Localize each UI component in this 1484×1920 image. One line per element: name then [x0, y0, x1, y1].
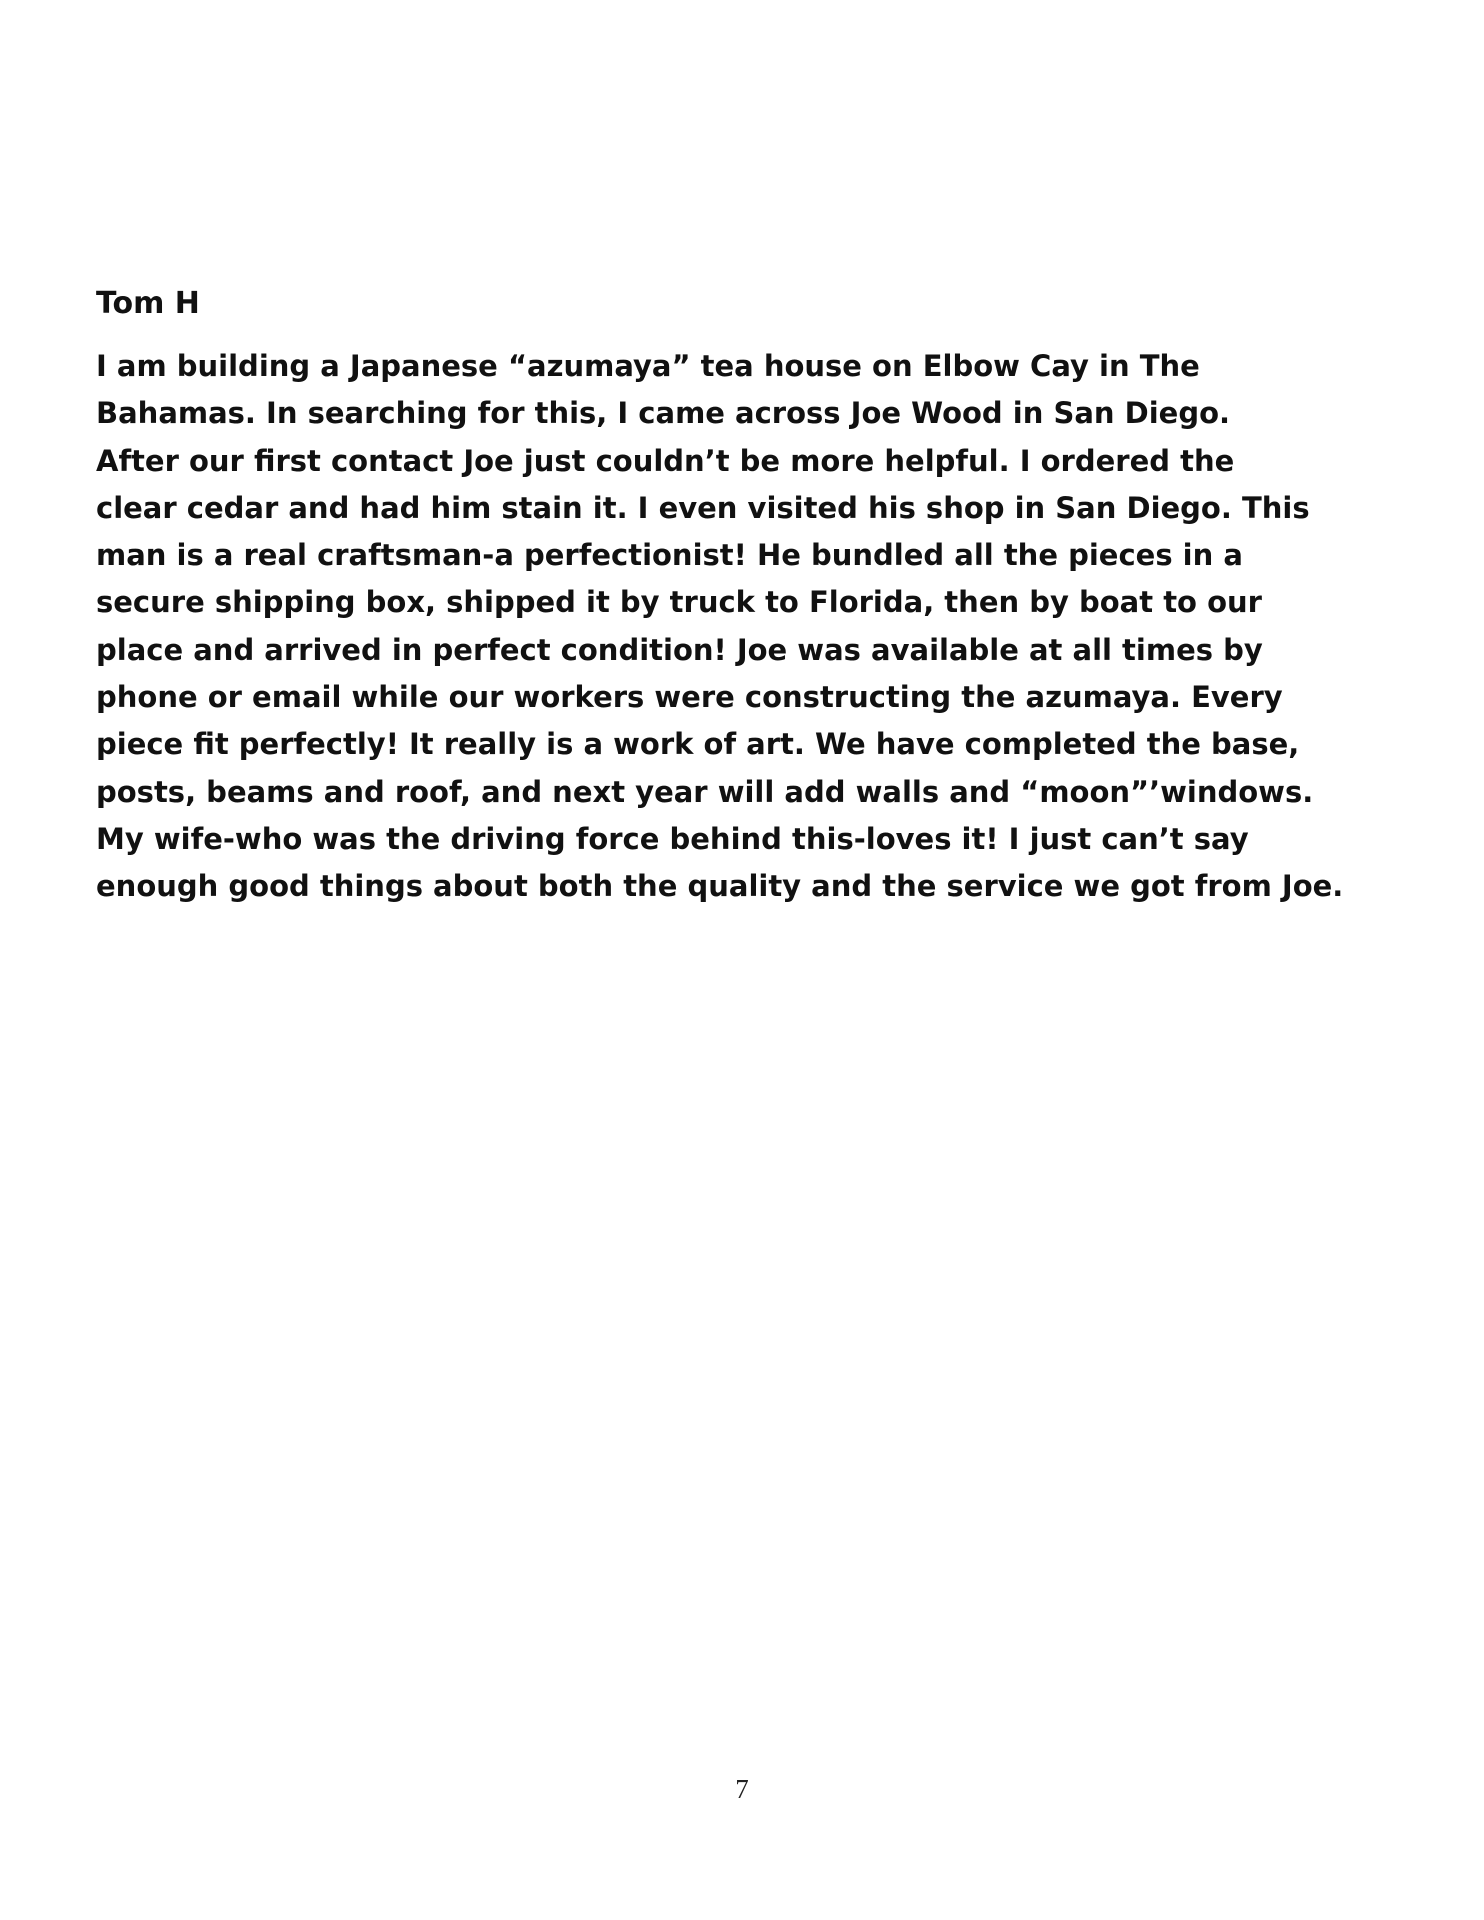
- page-number: 7: [735, 1774, 749, 1804]
- testimonial-line: enough good things about both the quality and the service we got from Joe.: [96, 869, 1344, 904]
- testimonial-line: Bahamas. In searching for this, I came across Joe Wood in San Diego.: [96, 396, 1231, 431]
- testimonial-line: clear cedar and had him stain it. I even visited his shop in San Diego. This: [96, 490, 1310, 525]
- testimonial-line: phone or email while our workers were constructing the azumaya. Every: [96, 680, 1283, 715]
- testimonial-line: piece fit perfectly! It really is a work of art. We have completed the base,: [96, 727, 1300, 762]
- testimonial-line: secure shipping box, shipped it by truck to Florida, then by boat to our: [96, 585, 1262, 620]
- testimonial-text: [96, 343, 1396, 911]
- testimonial-line: After our first contact Joe just couldn’t be more helpful. I ordered the: [96, 443, 1235, 478]
- testimonial-line: My wife-who was the driving force behind this-loves it! I just can’t say: [96, 821, 1249, 856]
- testimonial-line: I am building a Japanese “azumaya” tea house on Elbow Cay in The: [96, 349, 1200, 383]
- author-name: Tom H: [96, 286, 200, 321]
- testimonial-line: posts, beams and roof, and next year will add walls and “moon”’windows.: [96, 774, 1314, 809]
- testimonial-line: man is a real craftsman-a perfectionist! He bundled all the pieces in a: [96, 538, 1243, 573]
- testimonial-line: place and arrived in perfect condition! Joe was available at all times by: [96, 632, 1263, 667]
